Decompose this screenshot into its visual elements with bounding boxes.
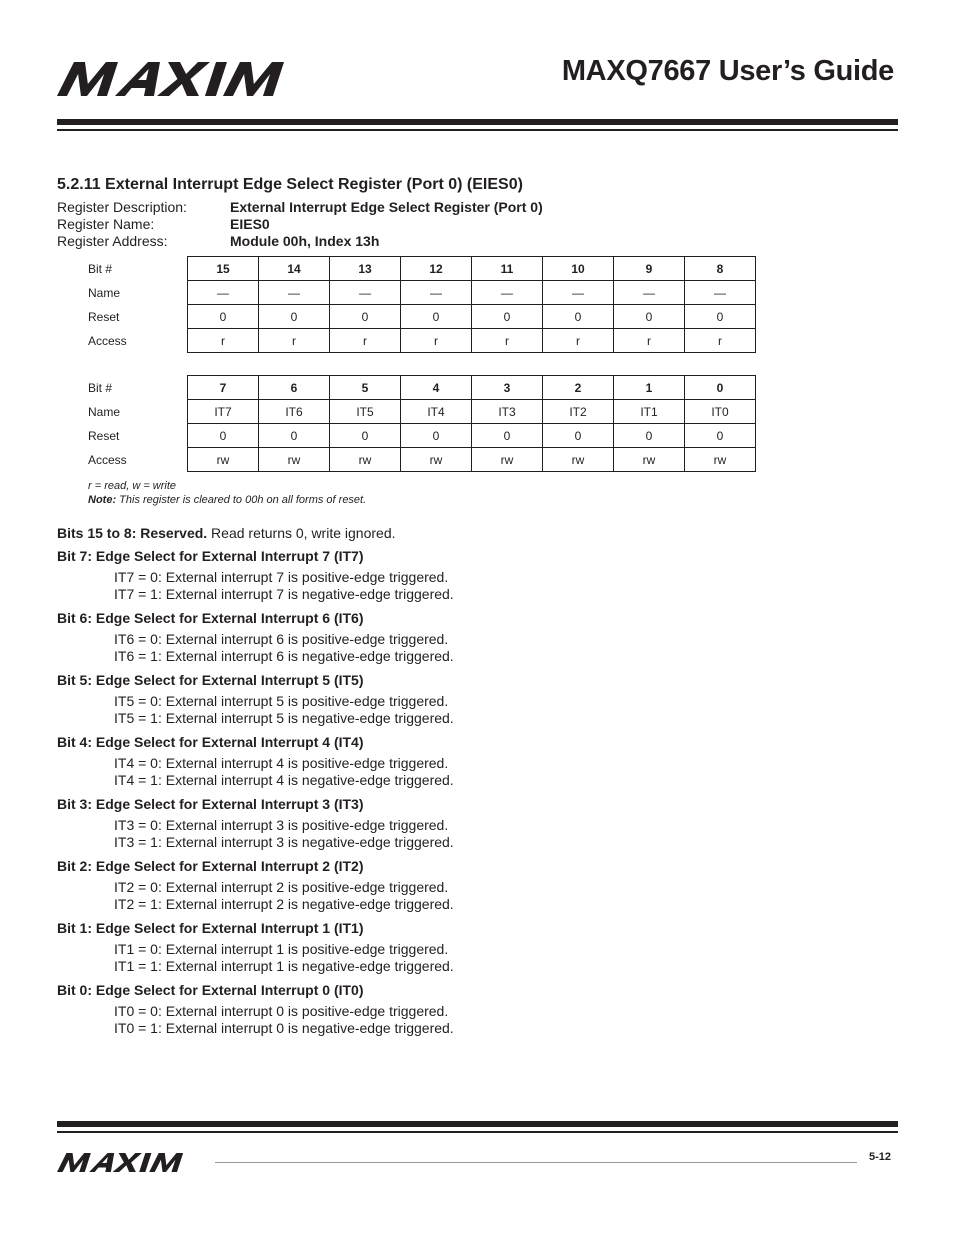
footer-maxim-logo bbox=[57, 1153, 207, 1172]
table-cell: rw bbox=[472, 448, 543, 472]
bit-description bbox=[57, 858, 857, 913]
register-description-value: External Interrupt Edge Select Register (Port 0) bbox=[230, 199, 543, 215]
register-name-label: Register Name: bbox=[57, 216, 155, 232]
table-cell: 0 bbox=[543, 305, 614, 329]
table-row bbox=[88, 376, 756, 400]
bit-heading: Bit 4: Edge Select for External Interrupt 4 (IT4) bbox=[57, 734, 364, 750]
table-cell: 0 bbox=[472, 305, 543, 329]
header-rule-thick bbox=[57, 119, 898, 125]
bit-value-line: IT4 = 0: External interrupt 4 is positive-edge triggered. bbox=[114, 755, 449, 771]
bit-value-line: IT1 = 0: External interrupt 1 is positive-edge triggered. bbox=[114, 941, 449, 957]
bit-heading: Bit 5: Edge Select for External Interrupt 5 (IT5) bbox=[57, 672, 364, 688]
table-cell: 0 bbox=[685, 376, 756, 400]
bit-heading: Bit 6: Edge Select for External Interrupt 6 (IT6) bbox=[57, 610, 364, 626]
bit-value-line: IT5 = 1: External interrupt 5 is negative-edge triggered. bbox=[114, 710, 454, 726]
access-legend: r = read, w = write bbox=[88, 480, 177, 492]
table-cell: 9 bbox=[614, 257, 685, 281]
table-cell: 0 bbox=[259, 424, 330, 448]
page-number: 5-12 bbox=[868, 1151, 891, 1163]
bit-value-line: IT3 = 1: External interrupt 3 is negative-edge triggered. bbox=[114, 834, 454, 850]
register-address-row bbox=[57, 233, 543, 250]
table-cell: 0 bbox=[188, 305, 259, 329]
table-cell: 0 bbox=[401, 424, 472, 448]
table-cell: 3 bbox=[472, 376, 543, 400]
table-cell: IT3 bbox=[472, 400, 543, 424]
table-cell: 0 bbox=[330, 424, 401, 448]
table-cell: 7 bbox=[188, 376, 259, 400]
bit-value-line: IT1 = 1: External interrupt 1 is negative-edge triggered. bbox=[114, 958, 454, 974]
row-label: Access bbox=[88, 333, 127, 348]
table-cell: r bbox=[543, 329, 614, 353]
table-cell: r bbox=[259, 329, 330, 353]
table-cell: 10 bbox=[543, 257, 614, 281]
register-address-label: Register Address: bbox=[57, 233, 168, 249]
table-cell: 6 bbox=[259, 376, 330, 400]
footer-rule-thin bbox=[57, 1131, 898, 1133]
footer-divider bbox=[215, 1162, 857, 1163]
table-cell: IT2 bbox=[543, 400, 614, 424]
table-cell: rw bbox=[401, 448, 472, 472]
table-cell: IT1 bbox=[614, 400, 685, 424]
table-cell: 5 bbox=[330, 376, 401, 400]
row-label: Bit # bbox=[88, 380, 113, 395]
table-cell: 0 bbox=[188, 424, 259, 448]
header-rule-thin bbox=[57, 129, 898, 131]
table-cell: r bbox=[188, 329, 259, 353]
table-cell: 0 bbox=[401, 305, 472, 329]
table-cell: — bbox=[543, 281, 614, 305]
table-cell: rw bbox=[614, 448, 685, 472]
table-row bbox=[88, 329, 756, 353]
register-description-row bbox=[57, 199, 543, 216]
table-cell: 0 bbox=[472, 424, 543, 448]
note-text: This register is cleared to 00h on all forms of reset. bbox=[116, 494, 367, 506]
row-label: Name bbox=[88, 285, 121, 300]
table-cell: IT4 bbox=[401, 400, 472, 424]
table-cell: r bbox=[614, 329, 685, 353]
bit-value-line: IT2 = 0: External interrupt 2 is positive-edge triggered. bbox=[114, 879, 449, 895]
table-cell: 0 bbox=[614, 305, 685, 329]
bit-heading: Bit 7: Edge Select for External Interrupt 7 (IT7) bbox=[57, 548, 364, 564]
bit-table-low bbox=[88, 375, 756, 472]
bit-heading: Bit 3: Edge Select for External Interrupt 3 (IT3) bbox=[57, 796, 364, 812]
table-cell: rw bbox=[330, 448, 401, 472]
bit-value-line: IT0 = 0: External interrupt 0 is positive-edge triggered. bbox=[114, 1003, 449, 1019]
table-cell: 8 bbox=[685, 257, 756, 281]
table-cell: 13 bbox=[330, 257, 401, 281]
bit-value-line: IT6 = 0: External interrupt 6 is positive-edge triggered. bbox=[114, 631, 449, 647]
bit-description bbox=[57, 548, 857, 603]
reserved-bits-heading: Bits 15 to 8: Reserved. bbox=[57, 525, 208, 541]
reserved-bits-paragraph bbox=[57, 524, 857, 542]
document-title: MAXQ7667 User’s Guide bbox=[561, 55, 894, 87]
table-cell: — bbox=[472, 281, 543, 305]
bit-value-line: IT2 = 1: External interrupt 2 is negative-edge triggered. bbox=[114, 896, 454, 912]
table-cell: 0 bbox=[543, 424, 614, 448]
bit-value-line: IT7 = 0: External interrupt 7 is positive-edge triggered. bbox=[114, 569, 449, 585]
register-info bbox=[57, 199, 543, 250]
table-cell: 12 bbox=[401, 257, 472, 281]
register-address-value: Module 00h, Index 13h bbox=[230, 233, 380, 249]
bit-description bbox=[57, 734, 857, 789]
bit-value-line: IT0 = 1: External interrupt 0 is negative-edge triggered. bbox=[114, 1020, 454, 1036]
bit-heading: Bit 0: Edge Select for External Interrupt 0 (IT0) bbox=[57, 982, 364, 998]
bit-heading: Bit 1: Edge Select for External Interrupt 1 (IT1) bbox=[57, 920, 364, 936]
bit-description bbox=[57, 982, 857, 1037]
bit-value-line: IT6 = 1: External interrupt 6 is negative-edge triggered. bbox=[114, 648, 454, 664]
bit-description bbox=[57, 796, 857, 851]
table-cell: rw bbox=[685, 448, 756, 472]
maxim-logo bbox=[57, 62, 327, 96]
register-name-row bbox=[57, 216, 543, 233]
row-label: Name bbox=[88, 404, 121, 419]
table-cell: — bbox=[259, 281, 330, 305]
table-cell: rw bbox=[188, 448, 259, 472]
table-cell: 11 bbox=[472, 257, 543, 281]
table-cell: r bbox=[401, 329, 472, 353]
table-cell: r bbox=[330, 329, 401, 353]
note-label: Note: bbox=[88, 494, 117, 506]
register-description-label: Register Description: bbox=[57, 199, 187, 215]
table-row bbox=[88, 424, 756, 448]
table-cell: rw bbox=[543, 448, 614, 472]
table-cell: 0 bbox=[685, 305, 756, 329]
bit-value-line: IT5 = 0: External interrupt 5 is positive-edge triggered. bbox=[114, 693, 449, 709]
table-cell: — bbox=[330, 281, 401, 305]
section-title: 5.2.11 External Interrupt Edge Select Register (Port 0) (EIES0) bbox=[57, 176, 523, 193]
table-notes bbox=[88, 479, 366, 507]
table-cell: 2 bbox=[543, 376, 614, 400]
table-cell: 0 bbox=[259, 305, 330, 329]
table-row bbox=[88, 400, 756, 424]
table-cell: — bbox=[401, 281, 472, 305]
footer-rule-thick bbox=[57, 1121, 898, 1127]
bit-description bbox=[57, 920, 857, 975]
table-row bbox=[88, 448, 756, 472]
table-cell: — bbox=[685, 281, 756, 305]
bit-heading: Bit 2: Edge Select for External Interrupt 2 (IT2) bbox=[57, 858, 364, 874]
table-cell: IT5 bbox=[330, 400, 401, 424]
table-cell: 14 bbox=[259, 257, 330, 281]
bit-description bbox=[57, 672, 857, 727]
table-row bbox=[88, 257, 756, 281]
table-cell: r bbox=[685, 329, 756, 353]
table-cell: 1 bbox=[614, 376, 685, 400]
table-cell: IT6 bbox=[259, 400, 330, 424]
bit-descriptions bbox=[57, 524, 857, 1044]
table-cell: — bbox=[614, 281, 685, 305]
table-row bbox=[88, 305, 756, 329]
table-cell: 0 bbox=[685, 424, 756, 448]
row-label: Access bbox=[88, 452, 127, 467]
reserved-bits-text: Read returns 0, write ignored. bbox=[207, 525, 396, 541]
table-cell: 4 bbox=[401, 376, 472, 400]
row-label: Reset bbox=[88, 309, 120, 324]
register-name-value: EIES0 bbox=[230, 216, 270, 232]
table-cell: 0 bbox=[330, 305, 401, 329]
bit-value-line: IT7 = 1: External interrupt 7 is negative-edge triggered. bbox=[114, 586, 454, 602]
table-cell: — bbox=[188, 281, 259, 305]
row-label: Reset bbox=[88, 428, 120, 443]
bit-value-line: IT3 = 0: External interrupt 3 is positive-edge triggered. bbox=[114, 817, 449, 833]
reset-note bbox=[88, 493, 366, 507]
table-row bbox=[88, 281, 756, 305]
bit-value-line: IT4 = 1: External interrupt 4 is negative-edge triggered. bbox=[114, 772, 454, 788]
table-cell: r bbox=[472, 329, 543, 353]
table-cell: IT0 bbox=[685, 400, 756, 424]
table-cell: rw bbox=[259, 448, 330, 472]
table-cell: 0 bbox=[614, 424, 685, 448]
bit-description bbox=[57, 610, 857, 665]
table-cell: IT7 bbox=[188, 400, 259, 424]
row-label: Bit # bbox=[88, 261, 113, 276]
bit-table-high bbox=[88, 256, 756, 353]
table-cell: 15 bbox=[188, 257, 259, 281]
